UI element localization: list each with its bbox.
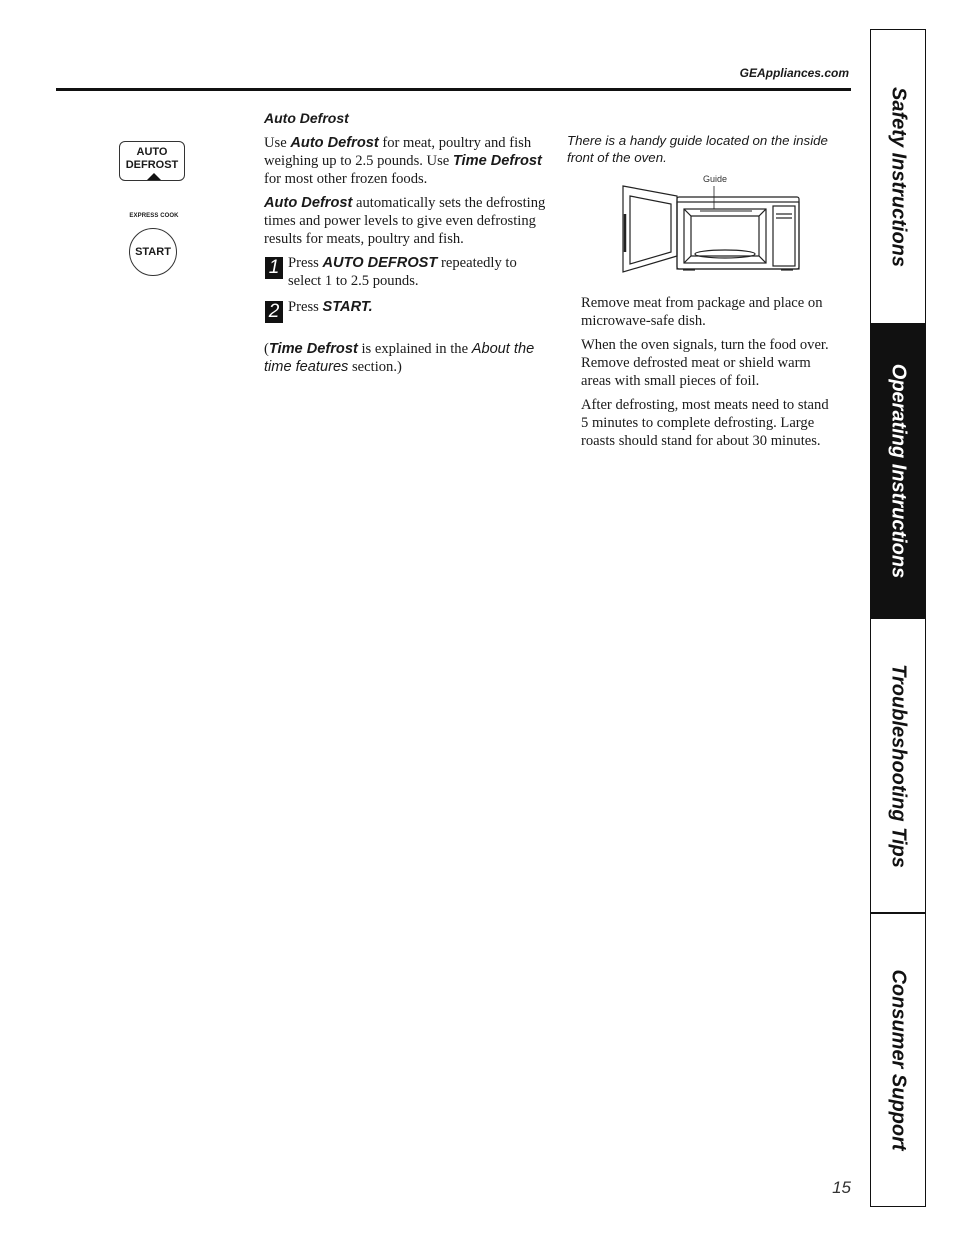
step-number-badge: 2 [265,301,283,323]
description-paragraph: Auto Defrost automatically sets the defrosting times and power levels to give even defrosting results for meats, poultry and fish. [264,195,546,247]
oven-guide-illustration [567,166,839,292]
intro-paragraph: Use Auto Defrost for meat, poultry and fish weighing up to 2.5 pounds. Use Time Defrost for most other frozen foods. [264,135,542,187]
auto-defrost-section [264,109,552,382]
start-button-illustration [129,228,177,276]
tab-troubleshooting-tips[interactable] [871,619,925,913]
page-number: 15 [832,1178,851,1197]
start-button-label: START [135,246,171,258]
section-tabs [870,29,926,1207]
site-url: GEAppliances.com [739,66,849,80]
guide-callout-label: Guide [703,174,728,184]
tip-paragraph: When the oven signals, turn the food over. Remove defrosted meat or shield warm areas with small pieces of foil. [581,337,829,389]
defrost-tips [567,294,839,450]
header-rule [56,88,851,91]
express-cook-label: EXPRESS COOK [129,213,179,219]
guide-section [567,132,839,456]
tab-label: Consumer Support [887,969,910,1151]
open-microwave-icon [567,166,839,292]
triangle-up-icon [147,173,161,180]
step-1: 1 Press AUTO DEFROST repeatedly to select 1 to 2.5 pounds. [264,254,552,290]
tab-consumer-support[interactable] [871,914,925,1206]
tab-operating-instructions[interactable] [871,323,925,619]
auto-defrost-button-illustration [119,141,185,181]
step-number-badge: 1 [265,257,283,279]
tip-paragraph: After defrosting, most meats need to stand 5 minutes to complete defrosting. Large roasts should stand for about 30 minutes. [581,397,829,449]
step-2: 2 Press START. [264,298,552,316]
tip-paragraph: Remove meat from package and place on microwave-safe dish. [581,295,823,329]
auto-defrost-button-label: AUTO DEFROST [125,146,179,171]
tab-label: Safety Instructions [887,86,910,267]
tab-label: Troubleshooting Tips [887,664,910,868]
tab-safety-instructions[interactable] [871,30,925,323]
guide-note: There is a handy guide located on the inside front of the oven. [567,133,828,165]
section-title: Auto Defrost [264,110,349,126]
tab-label: Operating Instructions [887,363,910,579]
time-defrost-note: (Time Defrost is explained in the About the time features section.) [264,341,535,375]
